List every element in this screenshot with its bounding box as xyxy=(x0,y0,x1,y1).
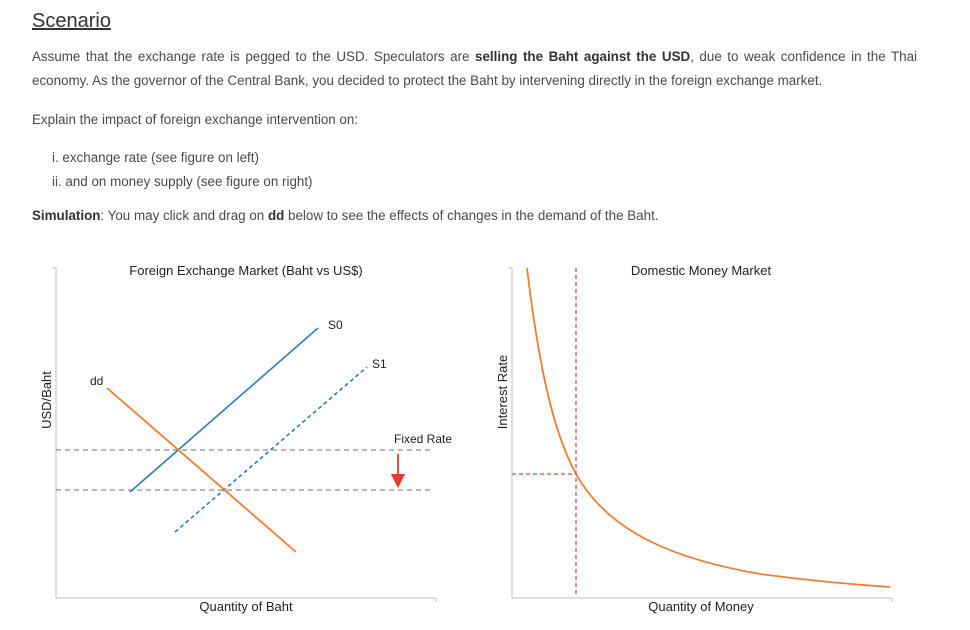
supply-s1-label: S1 xyxy=(372,357,387,371)
forex-y-label: USD/Baht xyxy=(39,371,54,429)
forex-chart-title: Foreign Exchange Market (Baht vs US$) xyxy=(129,263,363,278)
para-text-2: , due to weak confidence in the Thai economy. As the governor of the Central Bank, you decided to protect the Baht by intervening directly in the foreign exchange market. xyxy=(32,49,917,88)
explain-prompt: Explain the impact of foreign exchange intervention on: xyxy=(32,112,359,127)
supply-s0-label: S0 xyxy=(328,318,343,332)
simulation-text-2: below to see the effects of changes in the demand of the Baht. xyxy=(284,208,659,223)
forex-x-label: Quantity of Baht xyxy=(199,599,293,614)
fixed-rate-label: Fixed Rate xyxy=(394,432,453,446)
question-item-1: i. exchange rate (see figure on left) xyxy=(52,150,259,165)
para-text-1: Assume that the exchange rate is pegged to the USD. Speculators are xyxy=(32,49,476,64)
scenario-heading: Scenario xyxy=(32,10,111,32)
demand-dd-label: dd xyxy=(90,374,104,388)
supply-s0-line xyxy=(130,328,318,492)
simulation-dd: dd xyxy=(267,208,285,223)
question-item-2: ii. and on money supply (see figure on right) xyxy=(52,174,313,189)
money-y-label: Interest Rate xyxy=(495,354,510,430)
money-x-label: Quantity of Money xyxy=(648,599,754,614)
forex-chart xyxy=(39,263,452,614)
para-bold-selling: selling the Baht against the USD xyxy=(475,49,691,64)
money-chart-title: Domestic Money Market xyxy=(630,263,772,278)
money-chart xyxy=(495,263,892,614)
simulation-label: Simulation xyxy=(32,208,101,223)
demand-dd-line[interactable] xyxy=(107,388,296,552)
money-demand-curve xyxy=(527,268,890,587)
simulation-text-1: : You may click and drag on xyxy=(100,208,268,223)
